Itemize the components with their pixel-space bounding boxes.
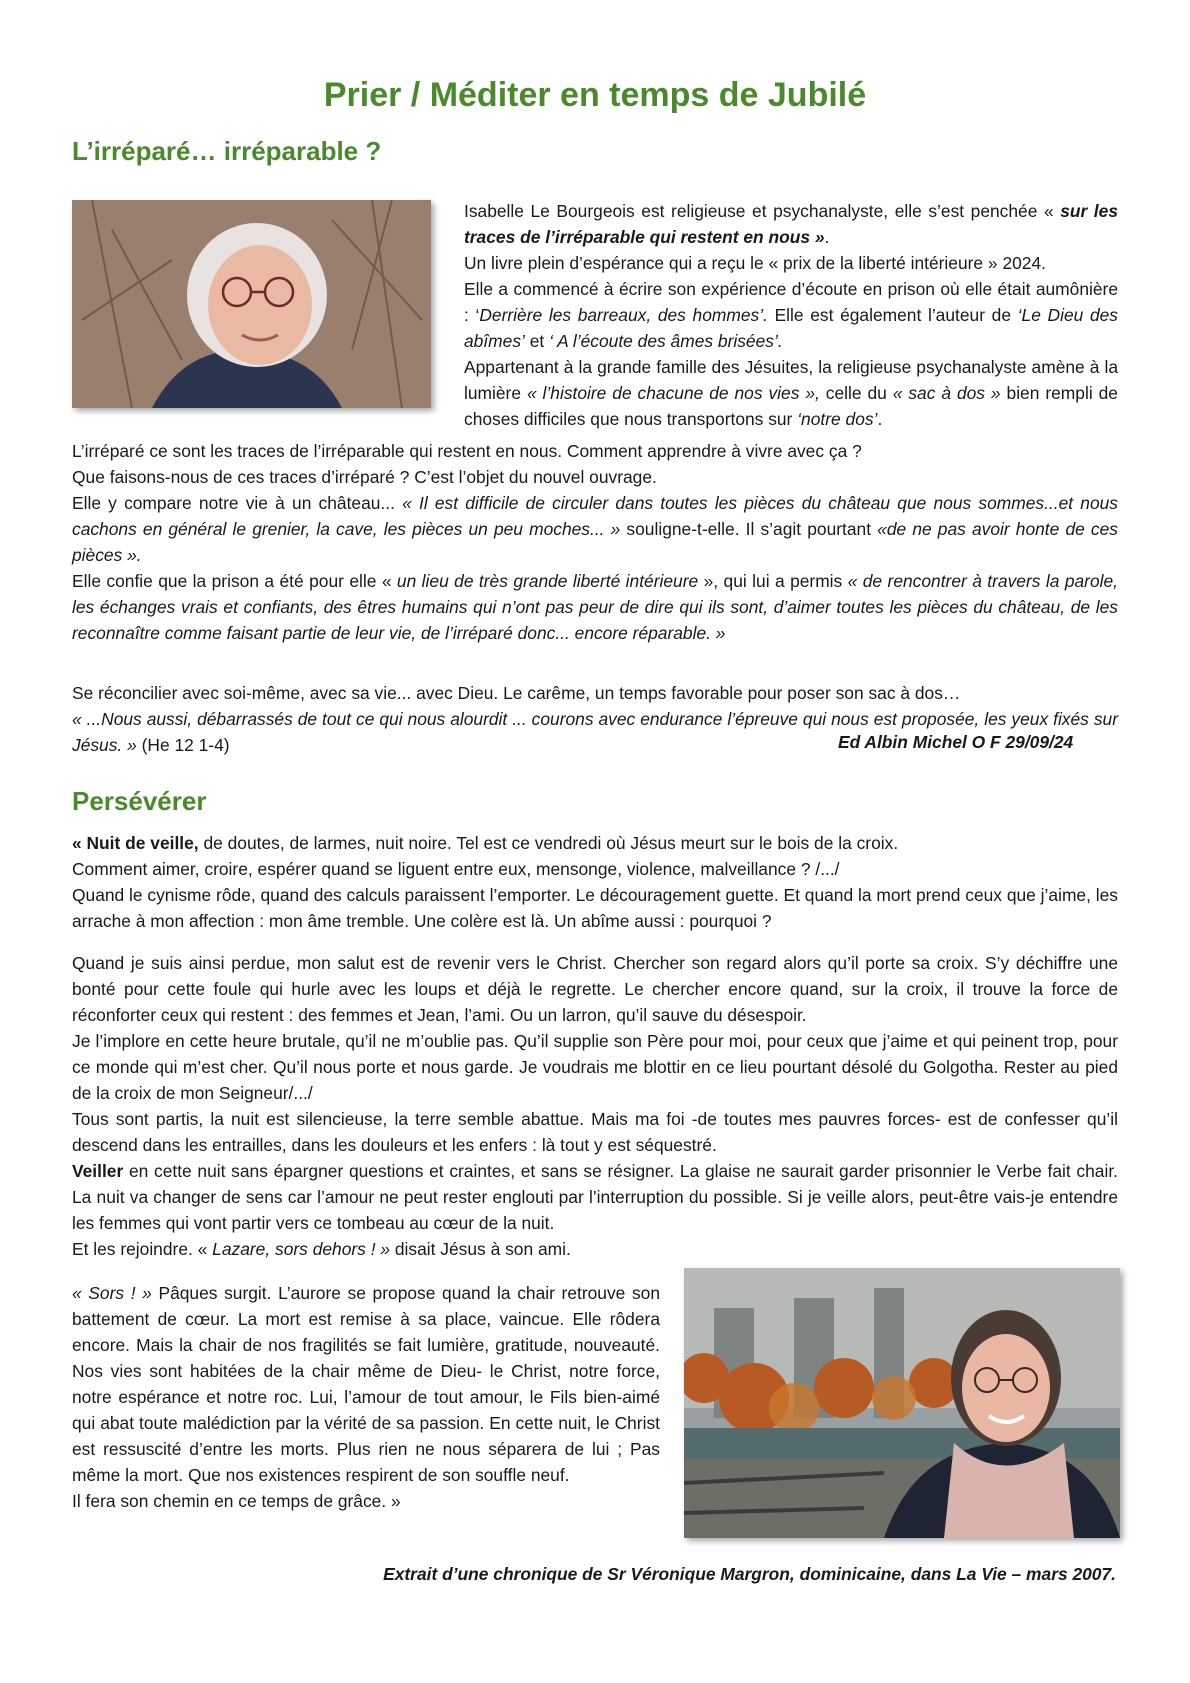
- portrait-photo-isabelle: [72, 200, 431, 408]
- book-source: Ed Albin Michel O F 29/09/24: [838, 732, 1074, 752]
- section-heading-perseverer: Persévérer: [72, 786, 207, 816]
- book-description: L’irréparé ce sont les traces de l’irréparable qui restent en nous. Comment apprendre à vivre avec ça ? Que faisons-nous de ces traces d’irréparé ? C’est l’objet du nouvel ouvrage. Elle y compare notre vie à un château... « Il est difficile de circuler dans toutes les pièces du château que nous sommes...et nous cachons en général le grenier, la cave, les pièces un peu moches... » souligne-t-elle. Il s’agit pourtant «de ne pas avoir honte de ces pièces ». Elle confie que la prison a été pour elle « un lieu de très grande liberté intérieure », qui lui a permis « de rencontrer à travers la parole, les échanges vrais et confiants, des êtres humains qui n’ont pas peur de dire qui ils sont, d’aimer toutes les pièces du château, de les reconnaître comme faisant partie de leur vie, de l’irréparé donc... encore réparable. »: [72, 441, 1118, 643]
- section-subtitle: L’irréparé… irréparable ?: [72, 136, 382, 166]
- intro-paragraph: Isabelle Le Bourgeois est religieuse et psychanalyste, elle s’est penchée « sur les traces de l’irréparable qui restent en nous ». Un livre plein d’espérance qui a reçu le « prix de la liberté intérieure » 2024. Elle a commencé à écrire son expérience d’écoute en prison où elle était aumônière : ‘Derrière les barreaux, des hommes’. Elle est également l’auteur de ‘Le Dieu des abîmes’ et ‘ A l’écoute des âmes brisées’. Appartenant à la grande famille des Jésuites, la religieuse psychanalyste amène à la lumière « l’histoire de chacune de nos vies », celle du « sac à dos » bien rempli de choses difficiles que nous transportons sur ‘notre dos’.: [464, 201, 1118, 429]
- conclusion-paragraph: Se réconcilier avec soi-même, avec sa vie... avec Dieu. Le carême, un temps favorable pour poser son sac à dos… « ...Nous aussi, débarrassés de tout ce qui nous alourdit ... courons avec endurance l’épreuve qui nous est proposée, les yeux fixés sur Jésus. » (He 12 1-4): [72, 683, 1118, 755]
- page-title: Prier / Méditer en temps de Jubilé: [323, 76, 867, 114]
- chronicle-credit: Extrait d’une chronique de Sr Véronique Margron, dominicaine, dans La Vie – mars 2007.: [383, 1564, 1116, 1584]
- chronicle-easter: « Sors ! » Pâques surgit. L’aurore se propose quand la chair retrouve son battement de cœur. La mort est remise à sa place, vaincue. Elle rôdera encore. Mais la chair de nos fragilités se fait lumière, gratitude, nouveauté. Nos vies sont habitées de la chair même de Dieu- le Christ, notre force, notre espérance et notre roc. Lui, l’amour de tout amour, le Fils bien-aimé qui abat toute malédiction par la vérité de sa passion. En cette nuit, le Christ est ressuscité d’entre les morts. Plus rien ne nous séparera de lui ; Pas même la mort. Que nos existences respirent de son souffle neuf. Il fera son chemin en ce temps de grâce. »: [72, 1283, 660, 1511]
- chronicle-part2: Quand je suis ainsi perdue, mon salut est de revenir vers le Christ. Chercher son regard alors qu’il porte sa croix. S’y déchiffre une bonté pour cette foule qui hurle avec les loups et déjà le regrette. Le chercher encore quand, sur la croix, il trouve la force de réconforter ceux qui restent : des femmes et Jean, l’ami. Ou un larron, qu’il sauve du désespoir. Je l’implore en cette heure brutale, qu’il ne m’oublie pas. Qu’il supplie son Père pour moi, pour ceux que j’aime et qui peinent trop, pour ce monde qui m’est cher. Qu’il nous porte et nous garde. Je voudrais me blottir en ce lieu pourtant désolé du Golgotha. Rester au pied de la croix de mon Seigneur/.../ Tous sont partis, la nuit est silencieuse, la terre semble abattue. Mais ma foi -de toutes mes pauvres forces- est de confesser qu’il descend dans les entrailles, dans les douleurs et les enfers : là tout y est séquestré. Veiller en cette nuit sans épargner questions et craintes, et sans se résigner. La glaise ne saurait garder prisonnier le Verbe fait chair. La nuit va changer de sens car l’amour ne peut rester englouti par l’interruption du possible. Si je veille alors, peut-être vais-je entendre les femmes qui vont partir vers ce tombeau au cœur de la nuit. Et les rejoindre. « Lazare, sors dehors ! » disait Jésus à son ami.: [72, 953, 1118, 1259]
- portrait-photo-veronique: [684, 1268, 1120, 1538]
- chronicle-part1: « Nuit de veille, de doutes, de larmes, nuit noire. Tel est ce vendredi où Jésus meurt sur le bois de la croix. Comment aimer, croire, espérer quand se liguent entre eux, mensonge, violence, malveillance ? /.../ Quand le cynisme rôde, quand des calculs paraissent l’emporter. Le découragement guette. Et quand la mort prend ceux que j’aime, les arrache à mon affection : mon âme tremble. Une colère est là. Un abîme aussi : pourquoi ?: [72, 833, 1118, 931]
